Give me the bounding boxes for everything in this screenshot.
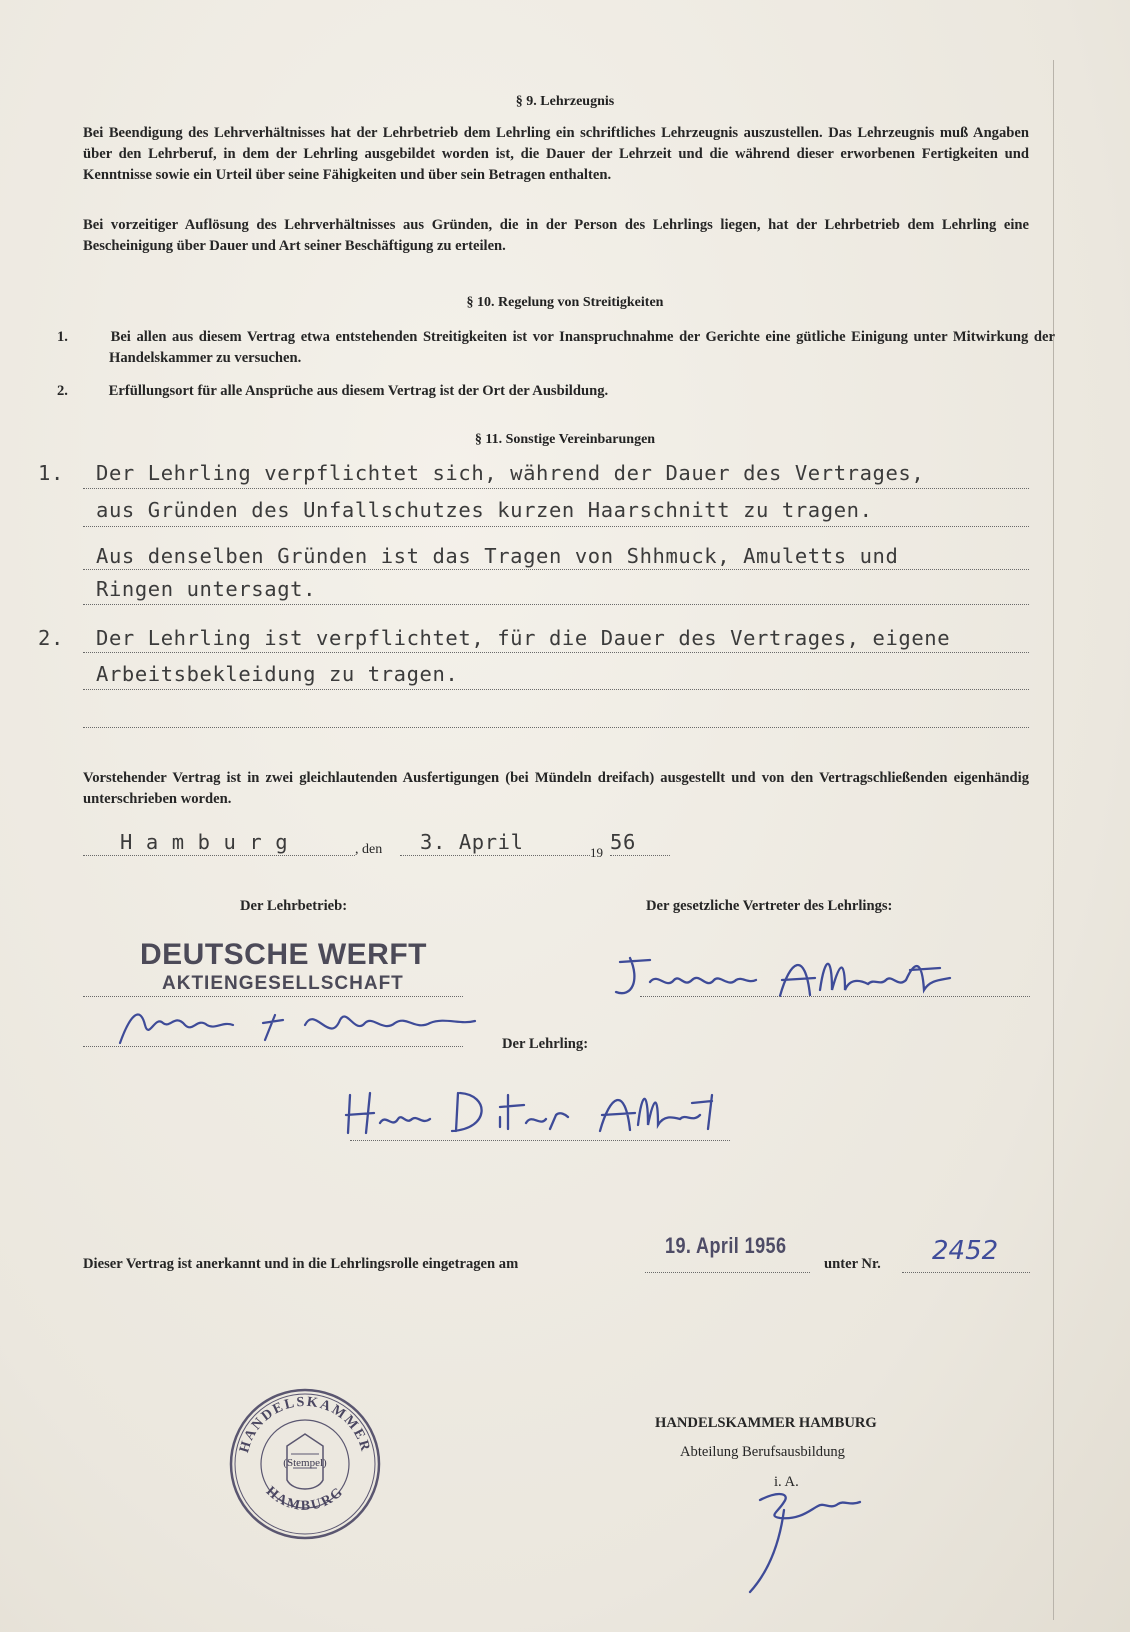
item-number: 2. xyxy=(57,383,68,399)
closing-statement: Vorstehender Vertrag ist in zwei gleichlautenden Ausfertigungen (bei Mündeln dreifach) ausgestellt und von den Vertragschließenden eigenhändig unterschrieben worden. xyxy=(83,770,1029,807)
item-number: 1. xyxy=(57,329,68,345)
registration-number-line xyxy=(902,1272,1030,1273)
agreement-line: Ringen untersagt. xyxy=(96,577,317,601)
unter-nr-label: unter Nr. xyxy=(824,1256,881,1272)
place-line xyxy=(83,855,355,856)
section-10-item-2 xyxy=(57,381,1055,402)
year-line xyxy=(610,855,670,856)
chamber-name: HANDELSKAMMER HAMBURG xyxy=(655,1415,877,1431)
registration-date-stamp: 19. April 1956 xyxy=(665,1233,787,1258)
registration-date-line xyxy=(645,1272,810,1273)
apprentice-signature xyxy=(340,1085,740,1145)
den-label: , den xyxy=(355,842,383,857)
dotted-line xyxy=(83,689,1029,690)
item-text: Bei allen aus diesem Vertrag etwa entstehenden Streitigkeiten ist vor Inanspruchnahme der Gerichte eine gütliche Einigung unter Mitwirkung der Handelskammer zu versuchen. xyxy=(109,329,1055,366)
agreement-line: Aus denselben Gründen ist das Tragen von Shhmuck, Amuletts und xyxy=(96,544,899,568)
dotted-line xyxy=(83,488,1029,489)
item-text: Erfüllungsort für alle Ansprüche aus diesem Vertrag ist der Ort der Ausbildung. xyxy=(108,383,609,399)
guardian-signature-line xyxy=(640,996,1030,997)
page-fold-edge xyxy=(1053,60,1054,1620)
employer-signature xyxy=(115,995,485,1055)
contract-date-value: 3. April xyxy=(420,830,524,854)
agreement-line: Arbeitsbekleidung zu tragen. xyxy=(96,662,459,686)
contract-year-value: 56 xyxy=(610,830,636,854)
guardian-signature xyxy=(610,950,970,1010)
agreement-line: Der Lehrling ist verpflichtet, für die Dauer des Vertrages, eigene xyxy=(96,626,951,650)
seal-top-text: HANDELSKAMMER xyxy=(237,1394,373,1455)
century-label: 19 xyxy=(590,845,603,860)
dotted-line xyxy=(83,727,1029,728)
apprentice-signature-line xyxy=(350,1140,730,1141)
date-line xyxy=(400,855,590,856)
registration-text: Dieser Vertrag ist anerkannt und in die Lehrlingsrolle eingetragen am xyxy=(83,1256,519,1272)
section-11-heading: § 11. Sonstige Vereinbarungen xyxy=(474,432,656,447)
agreement-line-number: 1. xyxy=(38,461,64,485)
section-10-item-1 xyxy=(57,327,1055,369)
chamber-ia: i. A. xyxy=(774,1474,799,1490)
employer-label: Der Lehrbetrieb: xyxy=(240,898,348,914)
seal-center-text: (Stempel) xyxy=(283,1457,327,1469)
section-10-heading: § 10. Regelung von Streitigkeiten xyxy=(466,295,664,310)
dotted-line xyxy=(83,569,1029,570)
dotted-line xyxy=(83,604,1029,605)
agreement-line-number: 2. xyxy=(38,626,64,650)
section-9-heading: § 9. Lehrzeugnis xyxy=(515,94,615,109)
chamber-signature xyxy=(740,1480,870,1600)
agreement-line: Der Lehrling verpflichtet sich, während der Dauer des Vertrages, xyxy=(96,461,925,485)
seal-bottom-text: HAMBURG xyxy=(262,1483,348,1515)
section-9-paragraph-2: Bei vorzeitiger Auflösung des Lehrverhältnisses aus Gründen, die in der Person des Lehrlings liegen, hat der Lehrbetrieb dem Lehrling eine Bescheinigung über Dauer und Art seiner Beschäftigung zu erteilen. xyxy=(83,217,1029,254)
chamber-seal xyxy=(225,1384,385,1544)
dotted-line xyxy=(83,526,1029,527)
section-9-paragraph-1: Bei Beendigung des Lehrverhältnisses hat der Lehrbetrieb dem Lehrling ein schriftliches Lehrzeugnis auszustellen. Das Lehrzeugnis muß Angaben über den Lehrberuf, in dem der Lehrling ausgebildet worden ist, die Dauer der Lehrzeit und die während dieser erworbenen Fertigkeiten und Kenntnisse sowie ein Urteil über seine Fähigkeiten und über sein Betragen enthalten. xyxy=(83,125,1029,183)
company-stamp-line-2: AKTIENGESELLSCHAFT xyxy=(162,973,404,994)
dotted-line xyxy=(83,652,1029,653)
company-stamp-line-1: DEUTSCHE WERFT xyxy=(140,938,427,971)
place-value: H a m b u r g xyxy=(120,830,289,854)
apprentice-label: Der Lehrling: xyxy=(502,1036,589,1052)
chamber-department: Abteilung Berufsausbildung xyxy=(680,1444,845,1460)
registration-number: 2452 xyxy=(932,1236,999,1266)
guardian-label: Der gesetzliche Vertreter des Lehrlings: xyxy=(646,898,893,914)
agreement-line: aus Gründen des Unfallschutzes kurzen Haarschnitt zu tragen. xyxy=(96,498,873,522)
